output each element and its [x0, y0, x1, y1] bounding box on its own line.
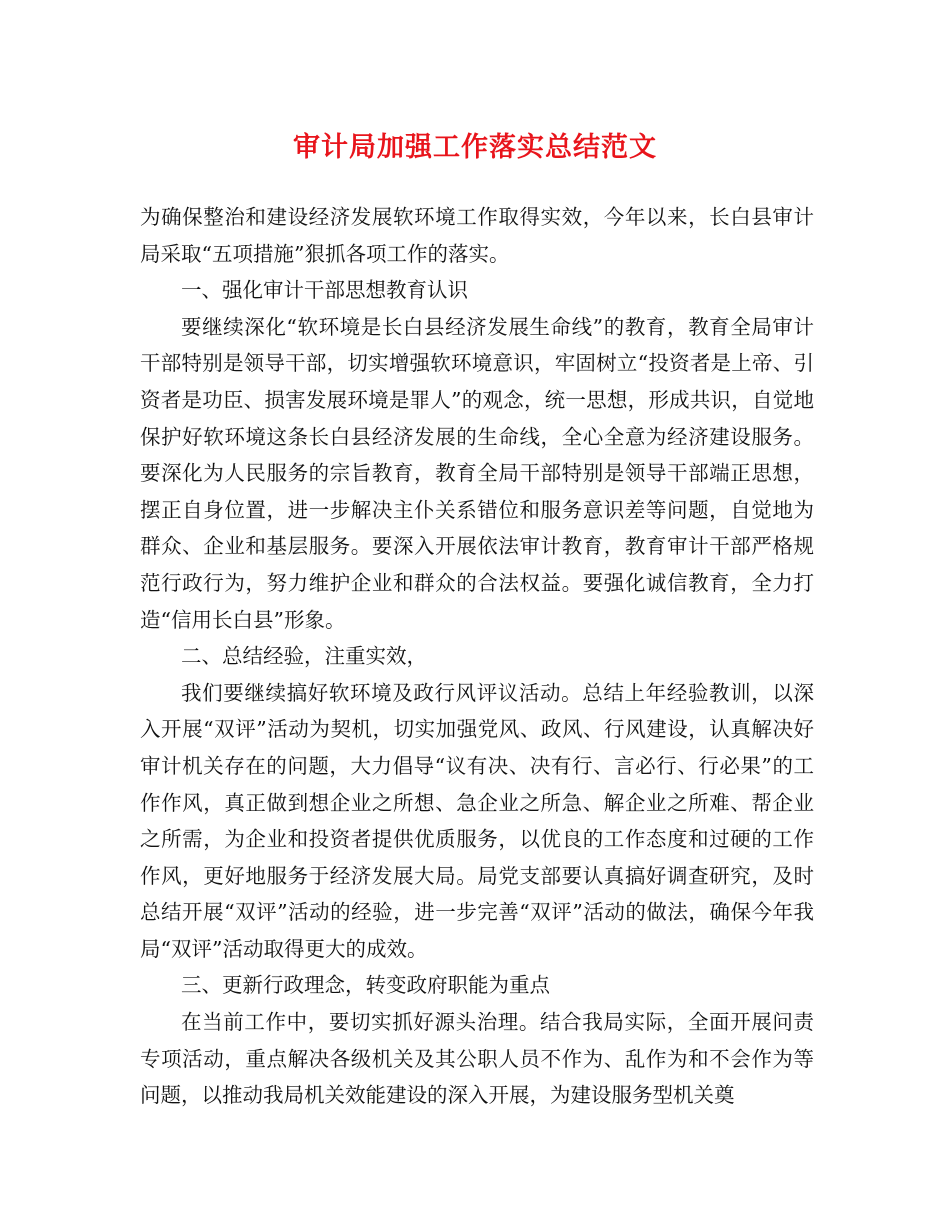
section-body-1: 要继续深化“软环境是长白县经济发展生命线”的教育，教育全局审计干部特别是领导干部，切实增强软环境意识，牢固树立“投资者是上帝、引资者是功臣、损害发展环境是罪人”的观念，统一思想，形成共识，自觉地保护好软环境这条长白县经济发展的生命线，全心全意为经济建设服务。要深化为人民服务的宗旨教育，教育全局干部特别是领导干部端正思想，摆正自身位置，进一步解决主仆关系错位和服务意识差等问题，自觉地为群众、企业和基层服务。要深入开展依法审计教育，教育审计干部严格规范行政行为，努力维护企业和群众的合法权益。要强化诚信教育，全力打造“信用长白县”形象。 [140, 314, 814, 632]
section-body-3: 在当前工作中，要切实抓好源头治理。结合我局实际，全面开展问责专项活动，重点解决各级机关及其公职人员不作为、乱作为和不会作为等问题，以推动我局机关效能建设的深入开展，为建设服务型机关奠 [140, 1010, 814, 1108]
section-heading-3: 三、更新行政理念，转变政府职能为重点 [181, 973, 550, 998]
intro-paragraph: 为确保整治和建设经济发展软环境工作取得实效，今年以来，长白县审计局采取“五项措施”狠抓各项工作的落实。 [140, 205, 814, 266]
document-title: 审计局加强工作落实总结范文 [293, 132, 657, 163]
section-heading-1: 一、强化审计干部思想教育认识 [181, 278, 468, 303]
document-body [140, 199, 814, 1114]
section-heading-2: 二、总结经验，注重实效， [181, 644, 427, 669]
section-body-2: 我们要继续搞好软环境及政行风评议活动。总结上年经验教训，以深入开展“双评”活动为契机，切实加强党风、政风、行风建设，认真解决好审计机关存在的问题，大力倡导“议有决、决有行、言必行、行必果”的工作作风，真正做到想企业之所想、急企业之所急、解企业之所难、帮企业之所需，为企业和投资者提供优质服务，以优良的工作态度和过硬的工作作风，更好地服务于经济发展大局。局党支部要认真搞好调查研究，及时总结开展“双评”活动的经验，进一步完善“双评”活动的做法，确保今年我局“双评”活动取得更大的成效。 [140, 680, 814, 961]
